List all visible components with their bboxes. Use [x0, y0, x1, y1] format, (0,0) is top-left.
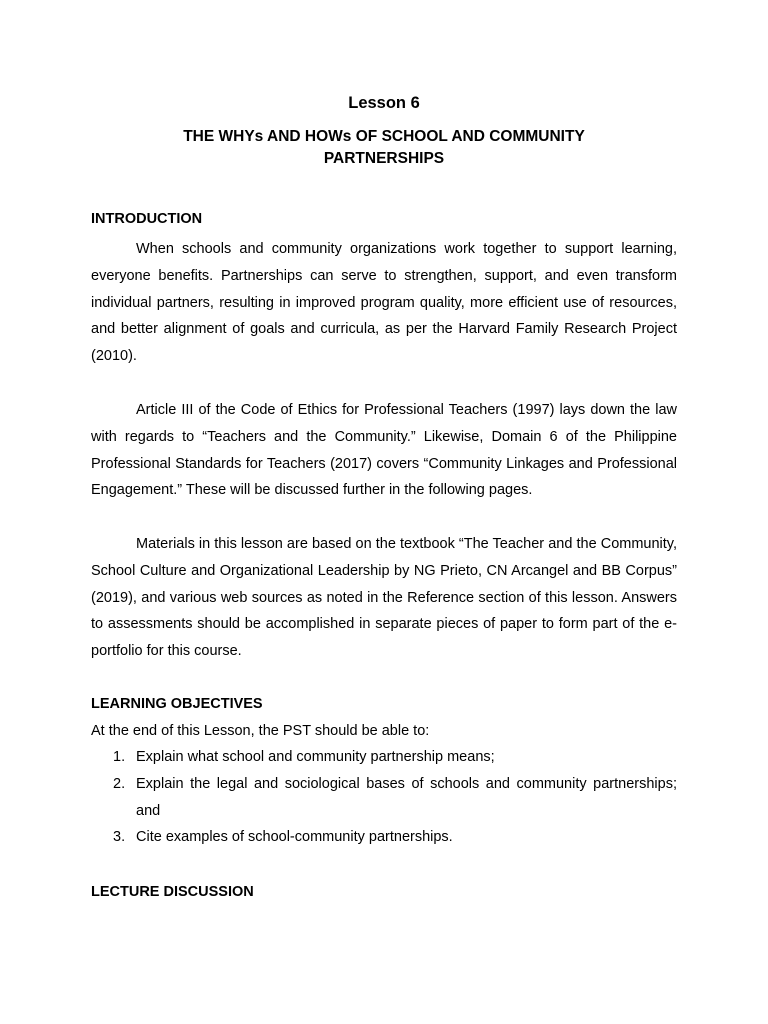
introduction-heading: INTRODUCTION — [91, 211, 203, 227]
list-item — [91, 771, 677, 825]
list-item-number: 2. — [113, 775, 126, 792]
learning-objectives-heading: LEARNING OBJECTIVES — [91, 696, 263, 712]
introduction-paragraph-3: Materials in this lesson are based on the textbook “The Teacher and the Community, School Culture and Organizational Leadership by NG Prieto, CN Arcangel and BB Corpus” (2019), and various web sources as noted in the Reference section of this lesson. Answers to assessments should be accomplished in separate pieces of paper to form part of the e-portfolio for this course. — [91, 536, 677, 660]
list-item-text: Cite examples of school-community partnerships. — [136, 829, 453, 846]
list-item-text: Explain the legal and sociological bases of schools and community partnerships; and — [136, 775, 677, 819]
list-item — [91, 824, 677, 851]
list-item-text: Explain what school and community partnership means; — [136, 749, 495, 765]
lesson-title: THE WHYs AND HOWs OF SCHOOL AND COMMUNITY PARTNERSHIPS — [183, 128, 585, 167]
learning-objectives-intro: At the end of this Lesson, the PST should be able to: — [91, 723, 430, 739]
lecture-discussion-heading: LECTURE DISCUSSION — [91, 884, 254, 900]
list-item — [91, 744, 677, 771]
list-item-number: 1. — [113, 749, 126, 765]
introduction-paragraph-2: Article III of the Code of Ethics for Professional Teachers (1997) lays down the law with regards to “Teachers and the Community.” Likewise, Domain 6 of the Philippine Professional Standards for Teachers (2017) covers “Community Linkages and Professional Engagement.” These will be discussed further in the following pages. — [91, 402, 677, 499]
introduction-paragraph-1: When schools and community organizations work together to support learning, everyone benefits. Partnerships can serve to strengthen, support, and even transform individual partners, resulting in improved program quality, more efficient use of resources, and better alignment of goals and curricula, as per the Harvard Family Research Project (2010). — [91, 241, 677, 365]
list-item-number: 3. — [113, 829, 126, 846]
learning-objectives-list — [91, 744, 677, 851]
lesson-number: Lesson 6 — [348, 94, 420, 112]
